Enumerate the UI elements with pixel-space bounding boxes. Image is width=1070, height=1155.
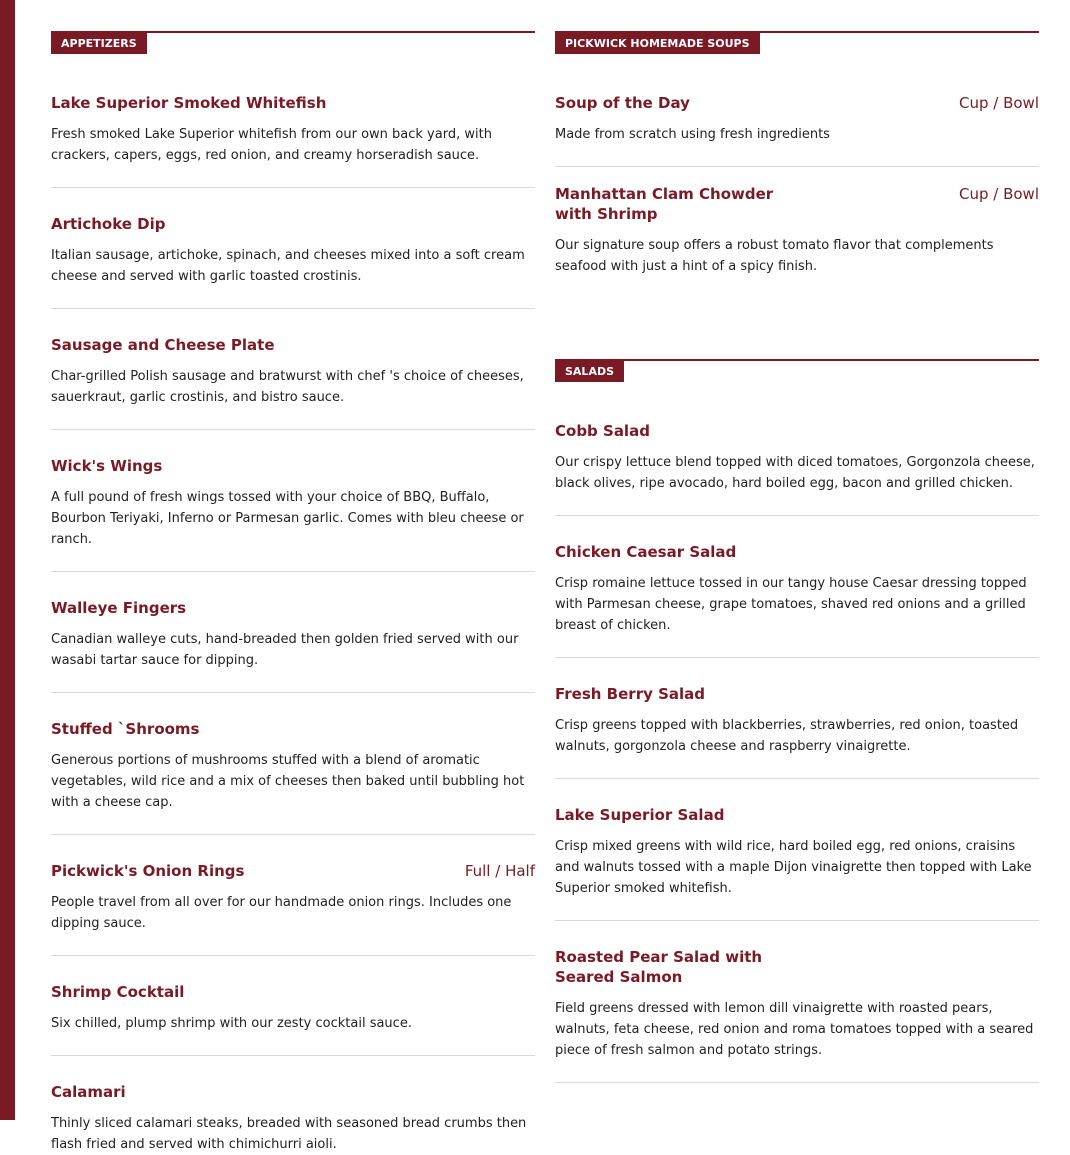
appetizers-section bbox=[51, 31, 535, 1155]
right-column bbox=[555, 31, 1039, 1083]
menu-item bbox=[555, 421, 1039, 494]
item-name: Sausage and Cheese Plate bbox=[51, 336, 275, 354]
section-header-appetizers bbox=[51, 31, 535, 55]
section-header-salads bbox=[555, 359, 1039, 383]
item-description: Char-grilled Polish sausage and bratwurst with chef 's choice of cheeses, sauerkraut, garlic crostinis, and bistro sauce. bbox=[51, 369, 524, 405]
item-price: Cup / Bowl bbox=[959, 185, 1039, 203]
menu-item bbox=[51, 335, 535, 408]
item-name: Wick's Wings bbox=[51, 457, 163, 475]
item-divider bbox=[51, 834, 535, 835]
item-name: Chicken Caesar Salad bbox=[555, 543, 737, 561]
menu-item bbox=[51, 982, 535, 1034]
item-name: Roasted Pear Salad with Seared Salmon bbox=[555, 948, 763, 986]
menu-item bbox=[51, 598, 535, 671]
item-name: Walleye Fingers bbox=[51, 599, 187, 617]
menu-item bbox=[555, 684, 1039, 757]
item-name: Artichoke Dip bbox=[51, 215, 166, 233]
item-divider bbox=[555, 1082, 1039, 1083]
section-title-appetizers: APPETIZERS bbox=[51, 33, 147, 54]
menu-item bbox=[51, 1082, 535, 1155]
item-name: Pickwick's Onion Rings bbox=[51, 862, 245, 880]
item-divider bbox=[51, 692, 535, 693]
item-divider bbox=[51, 308, 535, 309]
item-price: Cup / Bowl bbox=[959, 94, 1039, 112]
item-description: Generous portions of mushrooms stuffed with a blend of aromatic vegetables, wild rice and a mix of cheeses then baked until bubbling hot with a cheese cap. bbox=[51, 753, 525, 810]
item-description: Fresh smoked Lake Superior whitefish from our own back yard, with crackers, capers, eggs, red onion, and creamy horseradish sauce. bbox=[51, 127, 492, 163]
menu-item bbox=[51, 719, 535, 813]
item-description: People travel from all over for our handmade onion rings. Includes one dipping sauce. bbox=[51, 895, 512, 931]
item-name: Cobb Salad bbox=[555, 422, 650, 440]
menu-item bbox=[555, 947, 1039, 1061]
menu-item bbox=[555, 805, 1039, 899]
item-description: Our crispy lettuce blend topped with diced tomatoes, Gorgonzola cheese, black olives, ripe avocado, hard boiled egg, bacon and grilled chicken. bbox=[555, 455, 1035, 491]
menu-item bbox=[555, 93, 1039, 145]
item-description: Made from scratch using fresh ingredients bbox=[555, 127, 830, 142]
item-name: Shrimp Cocktail bbox=[51, 983, 185, 1001]
section-title-soups: PICKWICK HOMEMADE SOUPS bbox=[555, 33, 760, 54]
item-divider bbox=[51, 429, 535, 430]
menu-item bbox=[555, 542, 1039, 636]
item-description: Crisp mixed greens with wild rice, hard boiled egg, red onions, craisins and walnuts tossed with a maple Dijon vinaigrette then topped with Lake Superior smoked whitefish. bbox=[555, 839, 1032, 896]
item-divider bbox=[555, 166, 1039, 167]
item-description: Canadian walleye cuts, hand-breaded then golden fried served with our wasabi tartar sauce for dipping. bbox=[51, 632, 519, 668]
item-name: Fresh Berry Salad bbox=[555, 685, 706, 703]
item-divider bbox=[51, 1055, 535, 1056]
item-description: Field greens dressed with lemon dill vinaigrette with roasted pears, walnuts, feta cheese, red onion and roma tomatoes topped with a seared piece of fresh salmon and potato strings. bbox=[555, 1001, 1034, 1058]
item-description: Crisp greens topped with blackberries, strawberries, red onion, toasted walnuts, gorgonzola cheese and raspberry vinaigrette. bbox=[555, 718, 1019, 754]
item-divider bbox=[555, 515, 1039, 516]
item-name: Manhattan Clam Chowder with Shrimp bbox=[555, 185, 774, 223]
item-divider bbox=[555, 657, 1039, 658]
item-name: Lake Superior Salad bbox=[555, 806, 725, 824]
item-divider bbox=[51, 187, 535, 188]
item-divider bbox=[51, 955, 535, 956]
menu-item bbox=[51, 93, 535, 166]
item-divider bbox=[555, 920, 1039, 921]
item-description: Crisp romaine lettuce tossed in our tangy house Caesar dressing topped with Parmesan cheese, grape tomatoes, shaved red onions and a grilled breast of chicken. bbox=[555, 576, 1027, 633]
item-price: Full / Half bbox=[464, 862, 535, 880]
menu-item bbox=[51, 214, 535, 287]
item-description: Six chilled, plump shrimp with our zesty cocktail sauce. bbox=[51, 1016, 412, 1031]
menu-item bbox=[51, 456, 535, 550]
side-accent-bar bbox=[0, 0, 15, 1120]
item-description: Italian sausage, artichoke, spinach, and cheeses mixed into a soft cream cheese and served with garlic toasted crostinis. bbox=[51, 248, 525, 284]
item-name: Lake Superior Smoked Whitefish bbox=[51, 94, 327, 112]
menu-item bbox=[555, 184, 1039, 277]
menu-item bbox=[51, 861, 535, 934]
item-name: Calamari bbox=[51, 1083, 126, 1101]
item-description: A full pound of fresh wings tossed with your choice of BBQ, Buffalo, Bourbon Teriyaki, Inferno or Parmesan garlic. Comes with bleu cheese or ranch. bbox=[51, 490, 524, 547]
item-divider bbox=[51, 571, 535, 572]
section-header-soups bbox=[555, 31, 1039, 55]
item-description: Thinly sliced calamari steaks, breaded with seasoned bread crumbs then flash fried and served with chimichurri aioli. bbox=[51, 1116, 527, 1152]
item-divider bbox=[555, 778, 1039, 779]
item-name: Soup of the Day bbox=[555, 94, 690, 112]
item-name: Stuffed `Shrooms bbox=[51, 720, 200, 738]
item-description: Our signature soup offers a robust tomato flavor that complements seafood with just a hint of a spicy finish. bbox=[555, 238, 994, 274]
section-title-salads: SALADS bbox=[555, 361, 624, 382]
